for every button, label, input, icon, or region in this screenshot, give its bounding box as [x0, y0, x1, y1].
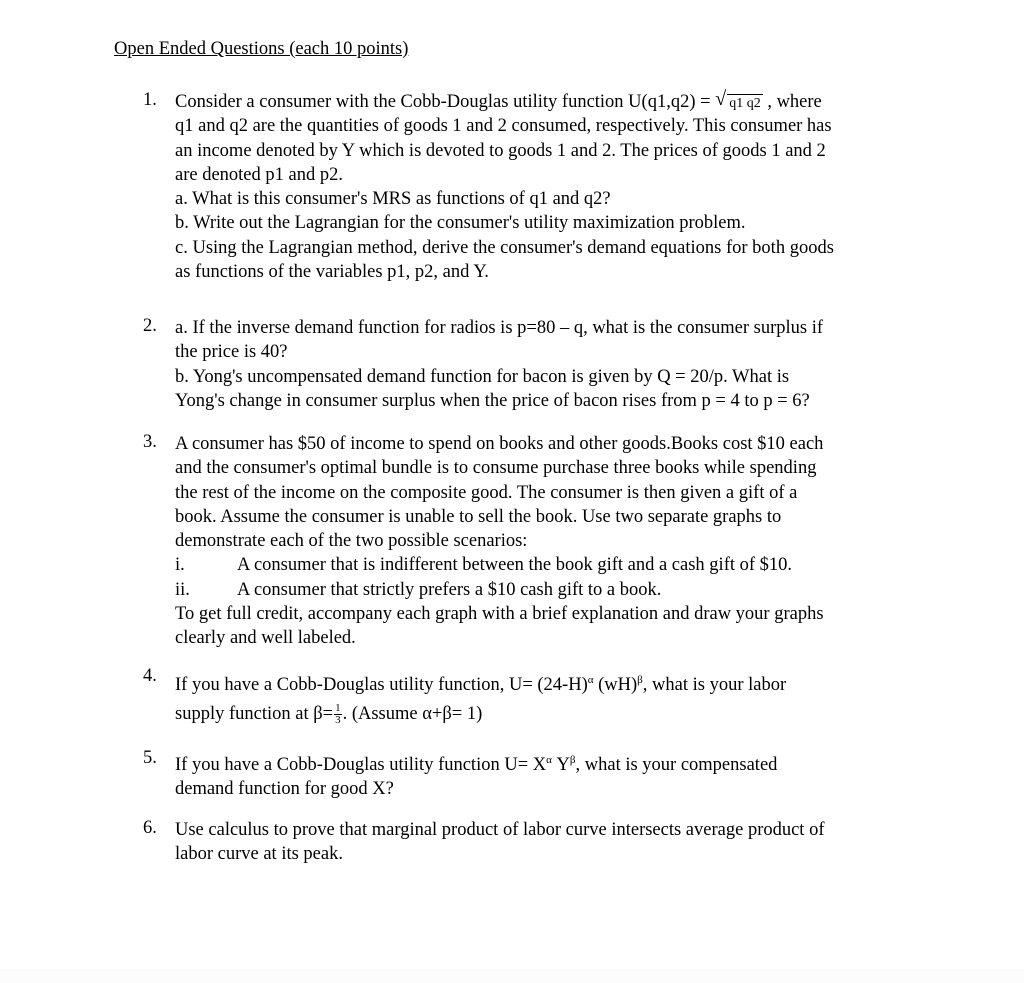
subquestion-a: a. What is this consumer's MRS as functions of q1 and q2? [175, 189, 611, 210]
exponent-beta: β [637, 674, 643, 686]
text-segment: If you have a Cobb-Douglas utility function, U= (24-H) [175, 675, 588, 695]
fraction-denominator: 3 [335, 714, 341, 727]
text-segment: , what is your labor [642, 675, 787, 695]
fraction-one-third [334, 703, 342, 726]
question-6 [143, 818, 913, 867]
text-segment: supply function at β= [175, 704, 334, 724]
question-text-line [175, 666, 913, 700]
question-4 [143, 666, 913, 729]
subquestion-b: b. Yong's uncompensated demand function for bacon is given by Q = 20/p. What is [175, 366, 790, 387]
question-text-line: To get full credit, accompany each graph with a brief explanation and draw your graphs [175, 604, 824, 625]
question-3 [143, 432, 913, 651]
question-text-line [175, 748, 913, 777]
scenario-label: i. [175, 555, 185, 576]
exponent-alpha: α [587, 674, 594, 686]
question-text-line: demonstrate each of the two possible scenarios: [175, 531, 528, 552]
question-text-line: q1 and q2 are the quantities of goods 1 and 2 consumed, respectively. This consumer has [175, 116, 832, 137]
question-number: 2. [143, 316, 157, 336]
text-segment: , where [762, 92, 822, 112]
question-text-line: an income denoted by Y which is devoted to goods 1 and 2. The prices of goods 1 and 2 [175, 140, 826, 161]
scenario-label: ii. [175, 579, 190, 600]
question-number: 1. [143, 90, 157, 110]
question-1 [143, 90, 913, 284]
fraction-numerator: 1 [335, 702, 341, 715]
question-text-line [175, 700, 913, 729]
question-number: 4. [143, 666, 157, 686]
question-2 [143, 316, 913, 413]
subquestion-c-cont: as functions of the variables p1, p2, and Y. [175, 262, 489, 283]
text-segment: If you have a Cobb-Douglas utility function U= X [175, 755, 547, 775]
question-text-line: book. Assume the consumer is unable to sell the book. Use two separate graphs to [175, 506, 782, 527]
scenario-ii [175, 578, 913, 602]
text-segment: , what is your compensated [575, 755, 778, 775]
square-root-expression [715, 90, 763, 114]
radical-sign-icon: √ [715, 88, 727, 110]
text-segment: Y [551, 755, 570, 775]
question-text-line: demand function for good X? [175, 779, 394, 800]
question-text-line: labor curve at its peak. [175, 844, 343, 865]
text-segment: Consider a consumer with the Cobb-Douglas utility function U(q1,q2) = [175, 92, 716, 112]
text-segment: (wH) [593, 675, 638, 695]
scenario-i [175, 553, 913, 577]
subquestion-b-cont: Yong's change in consumer surplus when the price of bacon rises from p = 4 to p = 6? [175, 390, 810, 411]
subquestion-b: b. Write out the Lagrangian for the consumer's utility maximization problem. [175, 213, 746, 234]
scenario-text: A consumer that is indifferent between the book gift and a cash gift of $10. [237, 555, 793, 576]
scenario-text: A consumer that strictly prefers a $10 cash gift to a book. [237, 579, 662, 600]
question-text-line: Use calculus to prove that marginal product of labor curve intersects average product of [175, 820, 825, 840]
question-number: 5. [143, 748, 157, 768]
subquestion-c: c. Using the Lagrangian method, derive the consumer's demand equations for both goods [175, 237, 834, 258]
exponent-beta: β [569, 754, 576, 766]
question-text-line: the rest of the income on the composite good. The consumer is then given a gift of a [175, 482, 798, 503]
page-title: Open Ended Questions (each 10 points) [114, 39, 409, 59]
question-number: 6. [143, 818, 157, 838]
text-segment: . (Assume α+β= 1) [342, 704, 483, 724]
question-text-line: and the consumer's optimal bundle is to consume purchase three books while spending [175, 458, 817, 479]
page-bottom-edge [0, 969, 1024, 983]
radicand: q1 q2 [729, 96, 761, 111]
question-text-line: are denoted p1 and p2. [175, 164, 343, 185]
exponent-alpha: α [546, 754, 552, 766]
question-text-line: A consumer has $50 of income to spend on books and other goods.Books cost $10 each [175, 434, 824, 454]
question-number: 3. [143, 432, 157, 452]
question-text-line [175, 90, 913, 114]
subquestion-a: a. If the inverse demand function for radios is p=80 – q, what is the consumer surplus if [175, 318, 824, 338]
question-5 [143, 748, 913, 802]
subquestion-a-cont: the price is 40? [175, 342, 288, 363]
question-text-line: clearly and well labeled. [175, 628, 356, 649]
